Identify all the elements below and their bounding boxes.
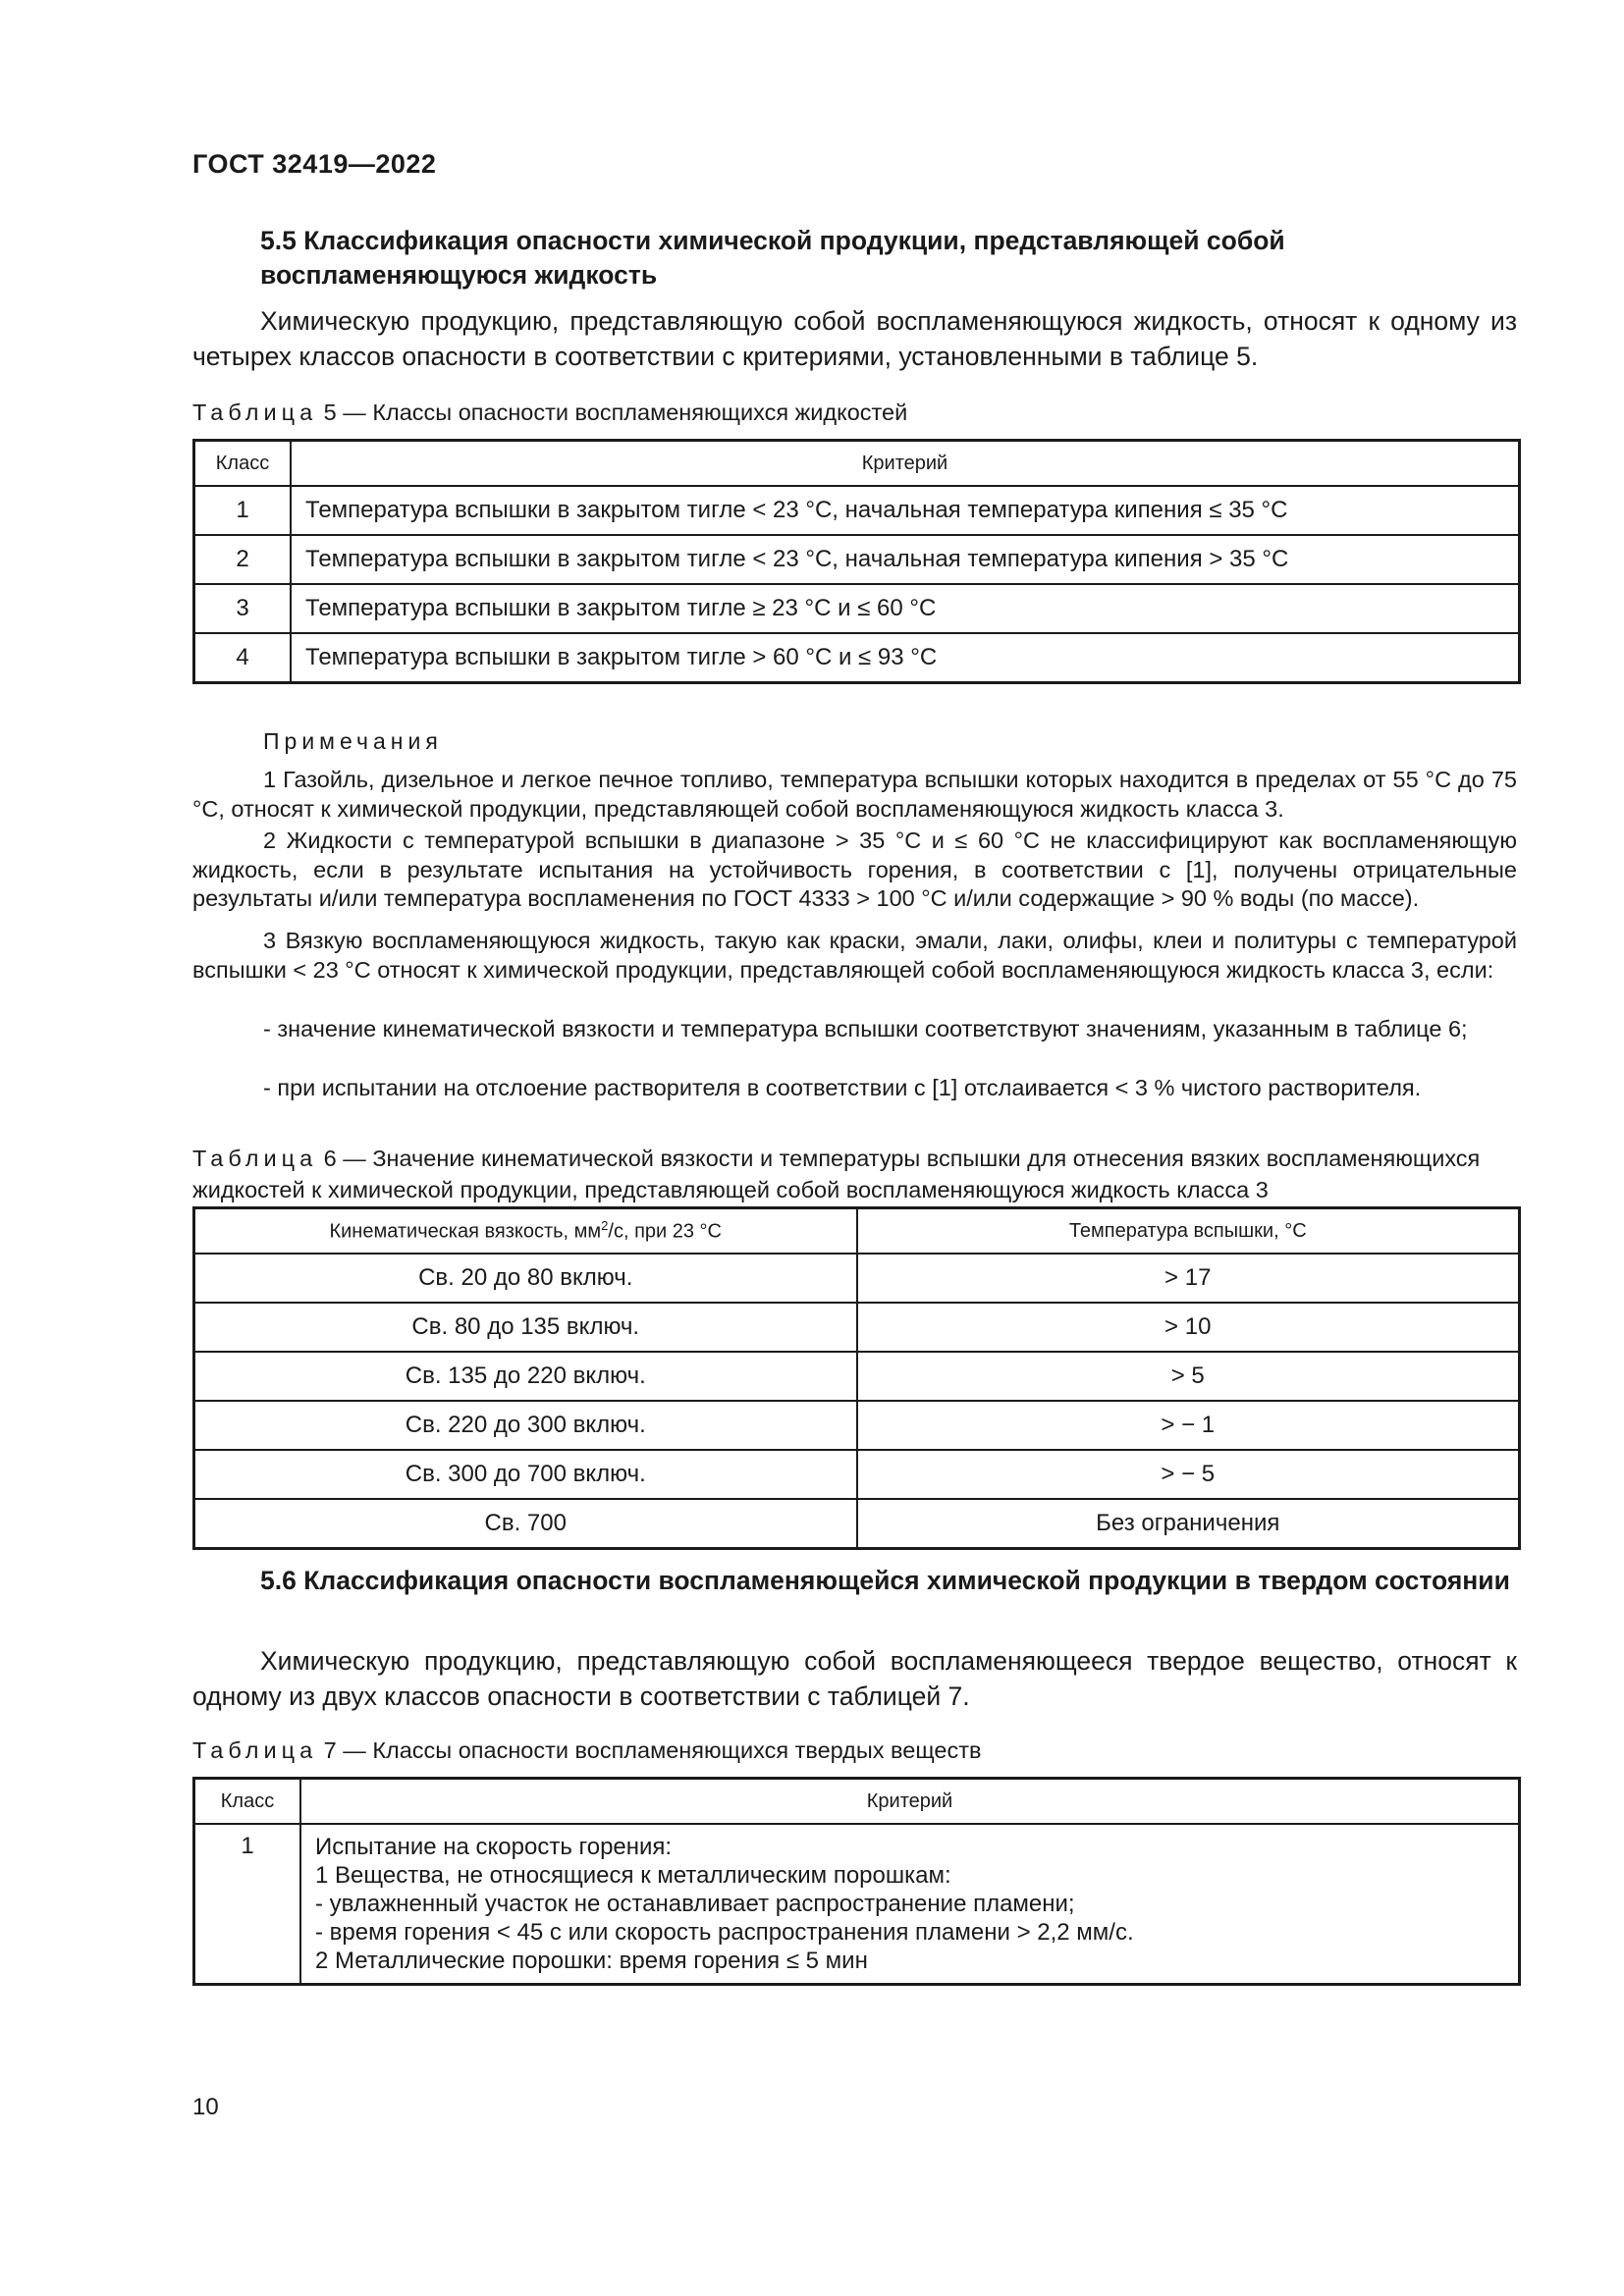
table-row [194, 1352, 1520, 1401]
table-7-criterion-line: 2 Металлические порошки: время горения ≤ 5 мин [315, 1948, 868, 1974]
note-2-text: 2 Жидкости с температурой вспышки в диапазоне > 35 °С и ≤ 60 °С не классифицируют как воспламеняющую жидкость, если в результате испытания на устойчивость горения, в соответствии с [1], получены отрицательные результаты и/или температура воспламенения по ГОСТ 4333 > 100 °С и/или содержащие > 90 % воды (по массе). [192, 828, 1517, 911]
document-id: ГОСТ 32419—2022 [192, 149, 437, 179]
table-6-cell-viscosity: Св. 220 до 300 включ. [194, 1401, 857, 1450]
table-5 [192, 439, 1521, 684]
note-3-item-2 [192, 1074, 1517, 1103]
table-6-cell-viscosity: Св. 20 до 80 включ. [194, 1254, 857, 1303]
table-6-cell-flash-point: > − 1 [857, 1401, 1520, 1450]
table-6-cell-viscosity: Св. 135 до 220 включ. [194, 1352, 857, 1401]
table-row [194, 1824, 1520, 1985]
note-2 [192, 827, 1517, 914]
table-7-caption [192, 1735, 1517, 1766]
table-7-cell-criterion [300, 1824, 1520, 1985]
table-7-criterion-line: Испытание на скорость горения: [315, 1834, 673, 1860]
table-row [194, 584, 1520, 633]
table-6-header-viscosity-sup: 2 [601, 1218, 609, 1234]
table-7-criterion-line: - увлажненный участок не останавливает распространение пламени; [315, 1891, 1075, 1917]
note-3-text: 3 Вязкую воспламеняющуюся жидкость, такую как краски, эмали, лаки, олифы, клеи и политуры с температурой вспышки < 23 °С относят к химической продукции, представляющей собой воспламеняющуюся жидкость класса 3, если: [192, 928, 1517, 983]
table-7-caption-title: 7 — Классы опасности воспламеняющихся твердых веществ [317, 1737, 982, 1763]
table-7-cell-class: 1 [194, 1824, 301, 1985]
table-5-cell-criterion: Температура вспышки в закрытом тигле ≥ 23 °С и ≤ 60 °С [291, 584, 1520, 633]
table-6-cell-flash-point: > − 5 [857, 1450, 1520, 1499]
table-5-cell-class: 3 [194, 584, 292, 633]
table-5-cell-criterion: Температура вспышки в закрытом тигле > 60 °С и ≤ 93 °С [291, 633, 1520, 682]
section-5-6-paragraph-text: Химическую продукцию, представляющую собой воспламеняющееся твердое вещество, относят к одному из двух классов опасности в соответствии с таблицей 7. [192, 1646, 1517, 1711]
table-6-header-viscosity-unit: /с, при 23 °С [608, 1220, 723, 1243]
table-row [194, 1450, 1520, 1499]
note-3-item-2-text: - при испытании на отслоение растворителя в соответствии с [1] отслаивается < 3 % чистого растворителя. [263, 1075, 1422, 1100]
table-6-cell-viscosity: Св. 80 до 135 включ. [194, 1303, 857, 1352]
table-row [194, 486, 1520, 535]
section-5-5-paragraph [192, 303, 1517, 374]
note-3 [192, 927, 1517, 985]
table-6-cell-flash-point: > 10 [857, 1303, 1520, 1352]
table-5-caption-label: Таблица [192, 400, 318, 425]
section-5-5-paragraph-text: Химическую продукцию, представляющую собой воспламеняющуюся жидкость, относят к одному из четырех классов опасности в соответствии с критериями, установленными в таблице 5. [192, 306, 1517, 371]
table-7 [192, 1777, 1521, 1986]
table-row [194, 1499, 1520, 1548]
table-5-cell-criterion: Температура вспышки в закрытом тигле < 23 °С, начальная температура кипения ≤ 35 °С [291, 486, 1520, 535]
section-5-5-heading: 5.5 Классификация опасности химической продукции, представляющей собой воспламеняющуюся жидкость [260, 226, 1285, 290]
table-7-header-criterion: Критерий [300, 1779, 1520, 1825]
page-number: 10 [192, 2094, 219, 2120]
table-row [194, 1303, 1520, 1352]
table-6-cell-flash-point: > 17 [857, 1254, 1520, 1303]
table-5-cell-class: 4 [194, 633, 292, 682]
table-row [194, 1254, 1520, 1303]
section-5-6-paragraph [192, 1643, 1517, 1714]
table-6-header-viscosity [194, 1208, 857, 1255]
table-5-cell-class: 2 [194, 535, 292, 584]
table-7-criterion-line: 1 Вещества, не относящиеся к металлическим порошкам: [315, 1862, 951, 1889]
table-5-cell-criterion: Температура вспышки в закрытом тигле < 23 °С, начальная температура кипения > 35 °С [291, 535, 1520, 584]
table-6-cell-viscosity: Св. 300 до 700 включ. [194, 1450, 857, 1499]
table-5-caption [192, 397, 1517, 428]
table-5-header-criterion: Критерий [291, 441, 1520, 487]
table-5-cell-class: 1 [194, 486, 292, 535]
note-3-item-1 [192, 1015, 1517, 1044]
table-5-caption-title: 5 — Классы опасности воспламеняющихся жидкостей [317, 400, 908, 425]
table-6-cell-viscosity: Св. 700 [194, 1499, 857, 1548]
table-6-header-viscosity-text: Кинематическая вязкость, мм [329, 1220, 602, 1243]
table-row [194, 633, 1520, 682]
table-6-caption-label: Таблица [192, 1146, 318, 1171]
table-row [194, 1401, 1520, 1450]
table-6 [192, 1206, 1521, 1550]
table-7-header-class: Класс [194, 1779, 301, 1825]
table-6-cell-flash-point: Без ограничения [857, 1499, 1520, 1548]
section-5-6-heading: 5.6 Классификация опасности воспламеняющейся химической продукции в твердом состоянии [260, 1566, 1510, 1595]
note-1 [192, 766, 1517, 824]
table-6-cell-flash-point: > 5 [857, 1352, 1520, 1401]
table-6-caption-title: 6 — Значение кинематической вязкости и температуры вспышки для отнесения вязких воспламеняющихся жидкостей к химической продукции, представляющей собой воспламеняющуюся жидкость класса 3 [192, 1146, 1481, 1202]
note-1-text: 1 Газойль, дизельное и легкое печное топливо, температура вспышки которых находится в пределах от 55 °С до 75 °С, относят к химической продукции, представляющей собой воспламеняющуюся жидкость класса 3. [192, 767, 1517, 822]
table-6-header-flash-point: Температура вспышки, °С [857, 1208, 1520, 1255]
notes-heading: Примечания [263, 728, 443, 754]
table-6-caption [192, 1143, 1517, 1205]
table-5-header-class: Класс [194, 441, 292, 487]
note-3-item-1-text: - значение кинематической вязкости и температура вспышки соответствуют значениям, указанным в таблице 6; [263, 1016, 1468, 1041]
table-7-caption-label: Таблица [192, 1737, 318, 1763]
table-7-criterion-line: - время горения < 45 с или скорость распространения пламени > 2,2 мм/с. [315, 1919, 1134, 1946]
table-row [194, 535, 1520, 584]
